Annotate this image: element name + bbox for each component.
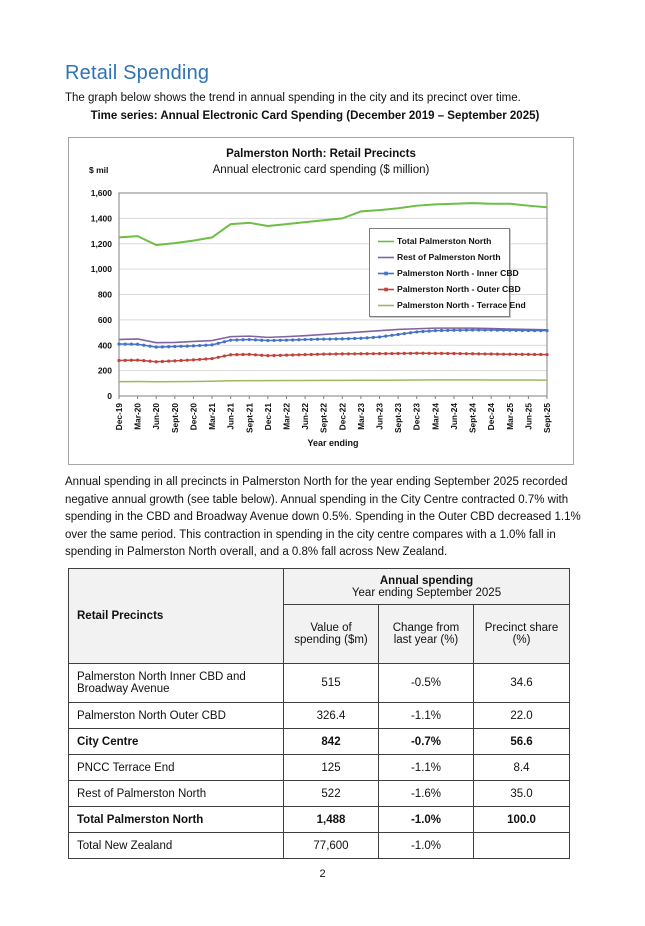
series-marker bbox=[272, 339, 275, 342]
table-header-retail-precincts: Retail Precincts bbox=[69, 569, 284, 664]
series-marker bbox=[328, 337, 331, 340]
table-body bbox=[69, 664, 570, 859]
series-marker bbox=[148, 345, 151, 348]
series-marker bbox=[192, 344, 195, 347]
series-marker bbox=[384, 335, 387, 338]
series-marker bbox=[347, 352, 350, 355]
legend-swatch-line bbox=[378, 269, 394, 278]
series-marker bbox=[471, 352, 474, 355]
precinct-name-cell: Total Palmerston North bbox=[69, 807, 284, 833]
x-tick-label: Dec-19 bbox=[114, 403, 124, 431]
series-marker bbox=[335, 352, 338, 355]
series-marker bbox=[452, 352, 455, 355]
series-marker bbox=[465, 352, 468, 355]
series-marker bbox=[291, 353, 294, 356]
series-marker bbox=[397, 352, 400, 355]
series-marker bbox=[502, 329, 505, 332]
legend-label: Palmerston North - Terrace End bbox=[397, 300, 526, 310]
series-marker bbox=[477, 352, 480, 355]
series-marker bbox=[335, 337, 338, 340]
value-cell: 56.6 bbox=[474, 729, 570, 755]
series-marker bbox=[490, 352, 493, 355]
legend-swatch-line bbox=[378, 285, 394, 294]
page-number: 2 bbox=[319, 868, 326, 880]
series-marker bbox=[285, 354, 288, 357]
series-marker bbox=[179, 345, 182, 348]
series-marker bbox=[366, 352, 369, 355]
y-tick-label: 0 bbox=[107, 391, 112, 401]
x-tick-label: Sept-23 bbox=[393, 403, 404, 433]
series-marker bbox=[545, 353, 548, 356]
legend-item bbox=[378, 283, 521, 295]
series-marker bbox=[421, 330, 424, 333]
series-marker bbox=[539, 329, 542, 332]
series-marker bbox=[322, 353, 325, 356]
series-marker bbox=[241, 353, 244, 356]
value-cell: 515 bbox=[284, 664, 379, 703]
precinct-name-cell: Palmerston North Inner CBD and Broadway Avenue bbox=[69, 664, 284, 703]
series-marker bbox=[483, 328, 486, 331]
series-marker bbox=[378, 352, 381, 355]
value-cell: 34.6 bbox=[474, 664, 570, 703]
series-marker bbox=[254, 338, 257, 341]
series-marker bbox=[446, 352, 449, 355]
series-marker bbox=[428, 352, 431, 355]
series-marker bbox=[235, 338, 238, 341]
series-marker bbox=[521, 329, 524, 332]
table-header-share: Precinct share (%) bbox=[474, 605, 570, 664]
table-row bbox=[69, 703, 570, 729]
x-tick-label: Sept-21 bbox=[244, 403, 255, 433]
series-marker bbox=[279, 339, 282, 342]
series-marker bbox=[347, 337, 350, 340]
series-marker bbox=[434, 329, 437, 332]
series-marker bbox=[130, 343, 133, 346]
value-cell: -1.1% bbox=[379, 755, 474, 781]
series-marker bbox=[254, 353, 257, 356]
value-cell: 22.0 bbox=[474, 703, 570, 729]
x-tick-label: Mar-24 bbox=[430, 403, 441, 430]
series-marker bbox=[322, 338, 325, 341]
table-row bbox=[69, 807, 570, 833]
series-marker bbox=[409, 352, 412, 355]
x-tick-label: Dec-20 bbox=[188, 403, 199, 431]
value-cell: 8.4 bbox=[474, 755, 570, 781]
x-tick-label: Mar-25 bbox=[504, 403, 515, 430]
series-marker bbox=[390, 352, 393, 355]
series-marker bbox=[409, 331, 412, 334]
series-marker bbox=[161, 345, 164, 348]
series-marker bbox=[459, 352, 462, 355]
series-marker bbox=[297, 338, 300, 341]
series-marker bbox=[198, 344, 201, 347]
value-cell: -0.7% bbox=[379, 729, 474, 755]
series-line bbox=[119, 380, 547, 382]
series-marker bbox=[291, 338, 294, 341]
series-marker bbox=[384, 352, 387, 355]
y-axis-unit-label: $ mil bbox=[89, 165, 109, 175]
precinct-name-cell: City Centre bbox=[69, 729, 284, 755]
x-tick-label: Jun-25 bbox=[523, 403, 534, 430]
x-tick-label: Jun-21 bbox=[225, 403, 236, 430]
y-tick-label: 600 bbox=[97, 314, 112, 325]
intro-text: The graph below shows the trend in annual spending in the city and its precinct over time. bbox=[65, 92, 521, 104]
series-marker bbox=[260, 339, 263, 342]
x-tick-label: Dec-22 bbox=[337, 403, 348, 431]
y-tick-label: 400 bbox=[97, 340, 112, 351]
series-marker bbox=[341, 337, 344, 340]
series-marker bbox=[310, 353, 313, 356]
series-marker bbox=[136, 343, 139, 346]
series-marker bbox=[502, 353, 505, 356]
y-tick-label: 800 bbox=[97, 289, 112, 300]
series-marker bbox=[167, 345, 170, 348]
series-marker bbox=[527, 353, 530, 356]
series-marker bbox=[198, 358, 201, 361]
x-tick-label: Sept-24 bbox=[467, 403, 478, 433]
precinct-name-cell: Total New Zealand bbox=[69, 833, 284, 859]
series-marker bbox=[186, 344, 189, 347]
page-title: Retail Spending bbox=[65, 62, 210, 84]
series-marker bbox=[353, 337, 356, 340]
value-cell: 35.0 bbox=[474, 781, 570, 807]
x-tick-label: Jun-24 bbox=[448, 403, 459, 430]
legend-swatch-line bbox=[378, 237, 394, 246]
chart-legend bbox=[369, 228, 526, 317]
series-marker bbox=[155, 346, 158, 349]
series-marker bbox=[465, 329, 468, 332]
series-marker bbox=[421, 352, 424, 355]
value-cell: -1.0% bbox=[379, 833, 474, 859]
table-header-change: Change from last year (%) bbox=[379, 605, 474, 664]
series-marker bbox=[446, 329, 449, 332]
retail-spending-chart bbox=[68, 137, 574, 465]
value-cell bbox=[474, 833, 570, 859]
precinct-spending-table bbox=[68, 568, 570, 859]
series-marker bbox=[359, 352, 362, 355]
legend-item bbox=[378, 235, 503, 247]
chart-subtitle: Annual electronic card spending ($ million) bbox=[212, 164, 430, 176]
series-marker bbox=[248, 353, 251, 356]
legend-label: Total Palmerston North bbox=[397, 236, 492, 246]
series-marker bbox=[248, 338, 251, 341]
x-tick-label: Sept-20 bbox=[169, 403, 180, 433]
x-tick-label: Jun-23 bbox=[374, 403, 385, 430]
series-marker bbox=[440, 329, 443, 332]
series-marker bbox=[483, 352, 486, 355]
chart-title: Palmerston North: Retail Precincts bbox=[226, 148, 416, 160]
value-cell: 522 bbox=[284, 781, 379, 807]
series-marker bbox=[403, 352, 406, 355]
series-marker bbox=[204, 344, 207, 347]
series-marker bbox=[136, 358, 139, 361]
series-line bbox=[119, 330, 547, 347]
series-marker bbox=[459, 329, 462, 332]
x-tick-label: Jun-22 bbox=[300, 403, 311, 430]
series-marker bbox=[428, 329, 431, 332]
x-tick-label: Sept-22 bbox=[318, 403, 329, 433]
series-marker bbox=[161, 360, 164, 363]
series-marker bbox=[434, 352, 437, 355]
x-tick-label: Mar-22 bbox=[281, 403, 292, 430]
series-marker bbox=[359, 337, 362, 340]
series-marker bbox=[130, 359, 133, 362]
series-marker bbox=[117, 342, 120, 345]
series-marker bbox=[235, 353, 238, 356]
series-marker bbox=[117, 359, 120, 362]
series-marker bbox=[390, 334, 393, 337]
series-marker bbox=[272, 354, 275, 357]
y-tick-label: 1,200 bbox=[90, 238, 112, 249]
series-marker bbox=[229, 353, 232, 356]
series-marker bbox=[496, 352, 499, 355]
series-marker bbox=[223, 340, 226, 343]
table-header-value: Value of spending ($m) bbox=[284, 605, 379, 664]
table-row bbox=[69, 833, 570, 859]
series-marker bbox=[521, 353, 524, 356]
legend-label: Palmerston North - Outer CBD bbox=[397, 284, 521, 294]
series-marker bbox=[241, 338, 244, 341]
series-marker bbox=[527, 329, 530, 332]
series-marker bbox=[316, 353, 319, 356]
x-tick-label: Mar-21 bbox=[207, 403, 218, 430]
series-marker bbox=[397, 333, 400, 336]
series-marker bbox=[310, 338, 313, 341]
y-tick-label: 1,400 bbox=[90, 213, 112, 224]
series-line bbox=[119, 353, 547, 362]
table-group-header bbox=[284, 569, 570, 605]
series-marker bbox=[490, 328, 493, 331]
series-marker bbox=[403, 332, 406, 335]
series-marker bbox=[210, 357, 213, 360]
value-cell: -1.6% bbox=[379, 781, 474, 807]
series-marker bbox=[372, 352, 375, 355]
precinct-name-cell: Rest of Palmerston North bbox=[69, 781, 284, 807]
series-marker bbox=[477, 328, 480, 331]
series-marker bbox=[155, 360, 158, 363]
legend-swatch-line bbox=[378, 253, 394, 262]
series-marker bbox=[179, 359, 182, 362]
table-row bbox=[69, 755, 570, 781]
series-marker bbox=[415, 352, 418, 355]
series-marker bbox=[148, 360, 151, 363]
series-marker bbox=[496, 329, 499, 332]
value-cell: 77,600 bbox=[284, 833, 379, 859]
series-marker bbox=[378, 335, 381, 338]
series-marker bbox=[124, 342, 127, 345]
legend-label: Palmerston North - Inner CBD bbox=[397, 268, 519, 278]
y-tick-label: 1,600 bbox=[90, 188, 112, 198]
x-tick-label: Dec-21 bbox=[262, 403, 273, 431]
series-marker bbox=[124, 359, 127, 362]
series-marker bbox=[353, 352, 356, 355]
series-marker bbox=[539, 353, 542, 356]
series-marker bbox=[440, 352, 443, 355]
series-marker bbox=[471, 328, 474, 331]
legend-item bbox=[378, 251, 503, 263]
series-marker bbox=[514, 329, 517, 332]
series-marker bbox=[266, 339, 269, 342]
table-row bbox=[69, 664, 570, 703]
legend-swatch-line bbox=[378, 301, 394, 310]
value-cell: 125 bbox=[284, 755, 379, 781]
series-marker bbox=[210, 343, 213, 346]
x-tick-label: Sept-25 bbox=[542, 403, 552, 433]
series-marker bbox=[303, 338, 306, 341]
series-marker bbox=[533, 329, 536, 332]
series-marker bbox=[217, 342, 220, 345]
series-marker bbox=[167, 360, 170, 363]
series-marker bbox=[303, 353, 306, 356]
series-marker bbox=[508, 329, 511, 332]
x-tick-label: Jun-20 bbox=[151, 403, 162, 430]
legend-label: Rest of Palmerston North bbox=[397, 252, 501, 262]
y-tick-label: 1,000 bbox=[90, 264, 112, 275]
group-header-title: Annual spending bbox=[379, 574, 474, 587]
series-marker bbox=[260, 354, 263, 357]
series-marker bbox=[279, 354, 282, 357]
series-marker bbox=[372, 336, 375, 339]
series-marker bbox=[341, 352, 344, 355]
value-cell: 842 bbox=[284, 729, 379, 755]
y-tick-label: 200 bbox=[97, 365, 112, 376]
series-marker bbox=[142, 344, 145, 347]
value-cell: 100.0 bbox=[474, 807, 570, 833]
value-cell: -1.0% bbox=[379, 807, 474, 833]
precinct-name-cell: Palmerston North Outer CBD bbox=[69, 703, 284, 729]
series-marker bbox=[229, 339, 232, 342]
series-marker bbox=[266, 354, 269, 357]
series-marker bbox=[142, 359, 145, 362]
series-marker bbox=[223, 354, 226, 357]
legend-item bbox=[378, 267, 519, 279]
x-tick-label: Mar-20 bbox=[132, 403, 143, 430]
series-marker bbox=[217, 356, 220, 359]
series-marker bbox=[452, 329, 455, 332]
value-cell: 326.4 bbox=[284, 703, 379, 729]
series-marker bbox=[533, 353, 536, 356]
series-marker bbox=[366, 336, 369, 339]
series-marker bbox=[285, 339, 288, 342]
analysis-paragraph: Annual spending in all precincts in Palmerston North for the year ending September 2025 recorded negative annual growth (see table below). Annual spending in the City Centre contracted 0.7% with spending in the CBD and Broadway Avenue down 0.5%. Spending in the Outer CBD decreased 1.1% over the same period. This contraction in spending in the city centre compares with a 1.0% fall in spending in Palmerston North overall, and a 0.8% fall across New Zealand. bbox=[65, 476, 581, 559]
series-marker bbox=[192, 358, 195, 361]
x-tick-label: Dec-24 bbox=[486, 403, 497, 431]
x-tick-label: Dec-23 bbox=[411, 403, 422, 431]
x-tick-label: Mar-23 bbox=[355, 403, 366, 430]
x-axis-title: Year ending bbox=[307, 438, 359, 448]
series-marker bbox=[186, 359, 189, 362]
series-marker bbox=[297, 353, 300, 356]
value-cell: -1.1% bbox=[379, 703, 474, 729]
series-marker bbox=[508, 353, 511, 356]
legend-item bbox=[378, 299, 526, 311]
series-marker bbox=[316, 338, 319, 341]
value-cell: 1,488 bbox=[284, 807, 379, 833]
series-marker bbox=[204, 357, 207, 360]
group-header-subtitle: Year ending September 2025 bbox=[351, 586, 502, 599]
table-row bbox=[69, 781, 570, 807]
series-marker bbox=[545, 329, 548, 332]
series-marker bbox=[328, 352, 331, 355]
table-row bbox=[69, 729, 570, 755]
figure-caption: Time series: Annual Electronic Card Spending (December 2019 – September 2025) bbox=[90, 110, 540, 122]
series-marker bbox=[173, 345, 176, 348]
series-marker bbox=[173, 359, 176, 362]
series-marker bbox=[514, 353, 517, 356]
series-marker bbox=[415, 330, 418, 333]
precinct-name-cell: PNCC Terrace End bbox=[69, 755, 284, 781]
value-cell: -0.5% bbox=[379, 664, 474, 703]
